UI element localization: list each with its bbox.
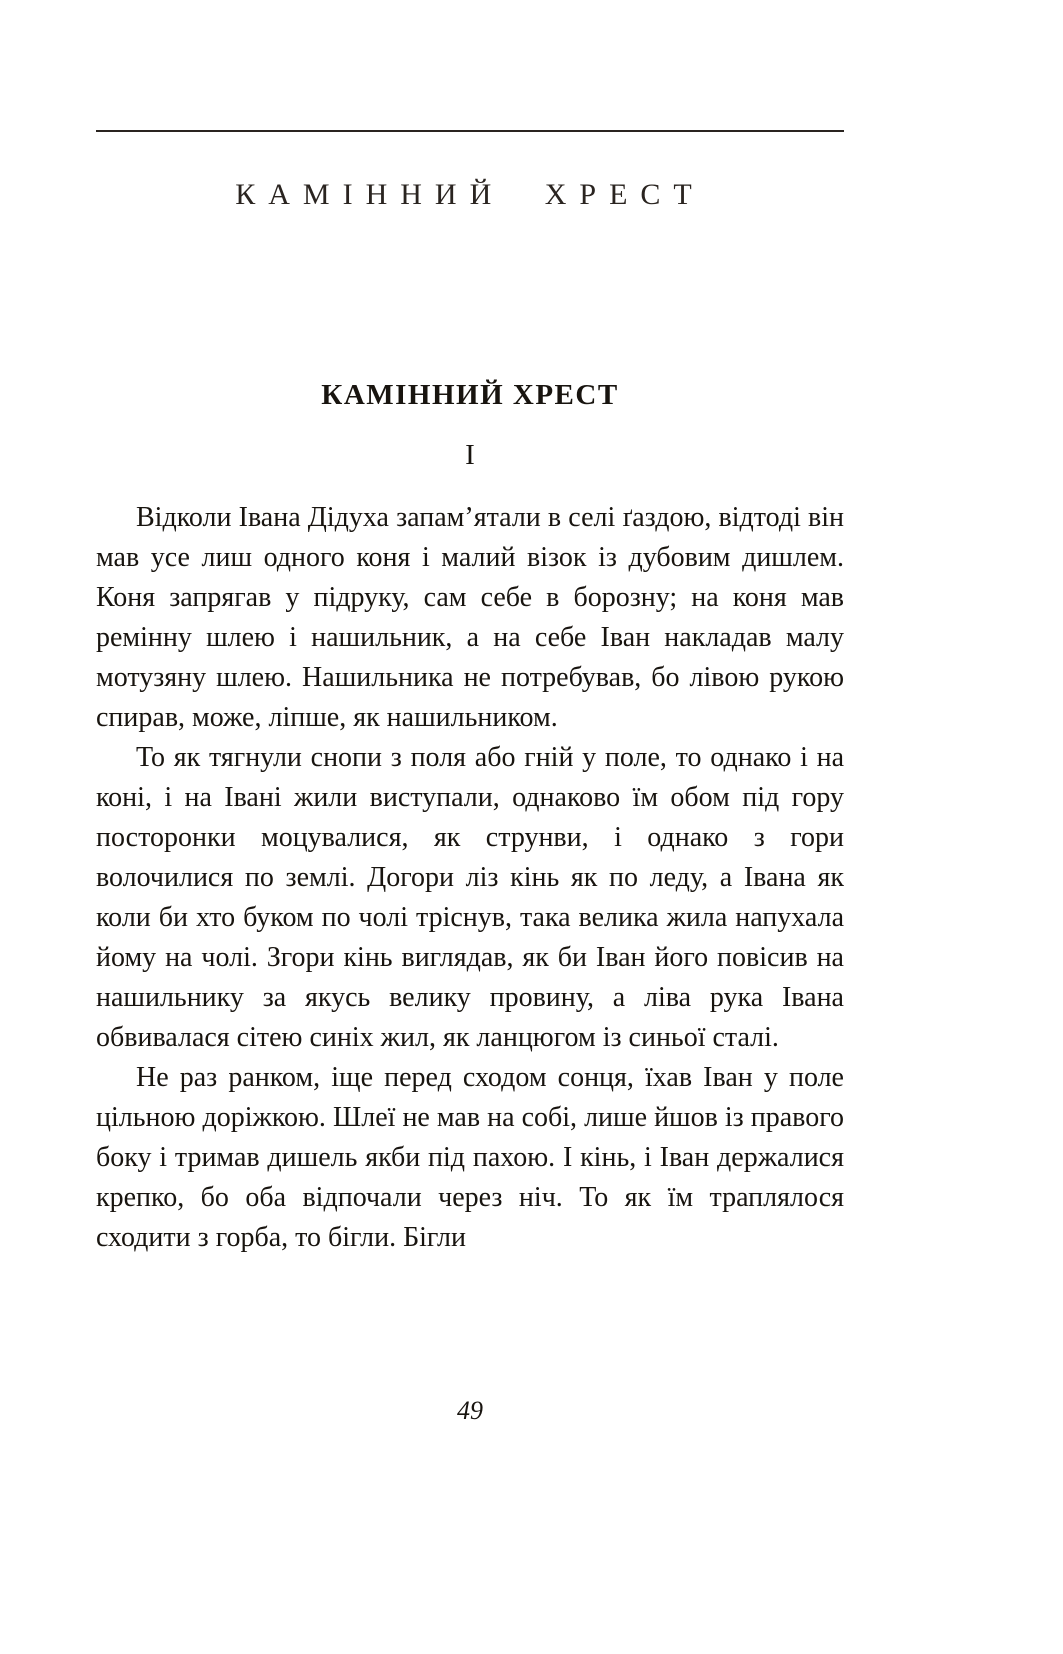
paragraph: Не раз ранком, іще перед сходом сонця, їхав Іван у поле цільною доріжкою. Шлеї не мав на собі, лише йшов із правого боку і тримав дишель якби під пахою. І кінь, і Іван держалися крепко, бо оба відпочали через ніч. То як їм траплялося сходити з горба, то бігли. Бігли (96, 1062, 844, 1253)
paragraph: Відколи Івана Дідуха запам’ятали в селі ґаздою, відтоді він мав усе лиш одного коня і малий візок із дубовим дишлем. Коня запрягав у підруку, сам себе в борозну; на коня мав ремінну шлею і нашильник, а на себе Іван накладав малу мотузяну шлею. Нашильника не потребував, бо лівою рукою спирав, може, ліпше, як нашильником. (96, 502, 844, 733)
page-content (96, 0, 844, 1258)
page-number: 49 (457, 1396, 483, 1425)
paragraph: То як тягнули снопи з поля або гній у поле, то однако і на коні, і на Івані жили виступали, однаково їм обом під гору посторонки моцувалися, як струнви, і однако з гори волочилися по землі. Догори ліз кінь як по леду, а Івана як коли би хто буком по чолі тріснув, така велика жила напухала йому на чолі. Згори кінь виглядав, як би Іван його повісив на нашильнику за якусь велику провину, а ліва рука Івана обвивалася сітею синіх жил, як ланцюгом із синьої сталі. (96, 742, 844, 1053)
running-head: КАМІННИЙ ХРЕСТ (235, 178, 705, 211)
section-number: I (465, 439, 475, 471)
body-text (96, 498, 844, 1258)
chapter-title: КАМІННИЙ ХРЕСТ (321, 379, 619, 411)
header-rule (96, 130, 844, 132)
